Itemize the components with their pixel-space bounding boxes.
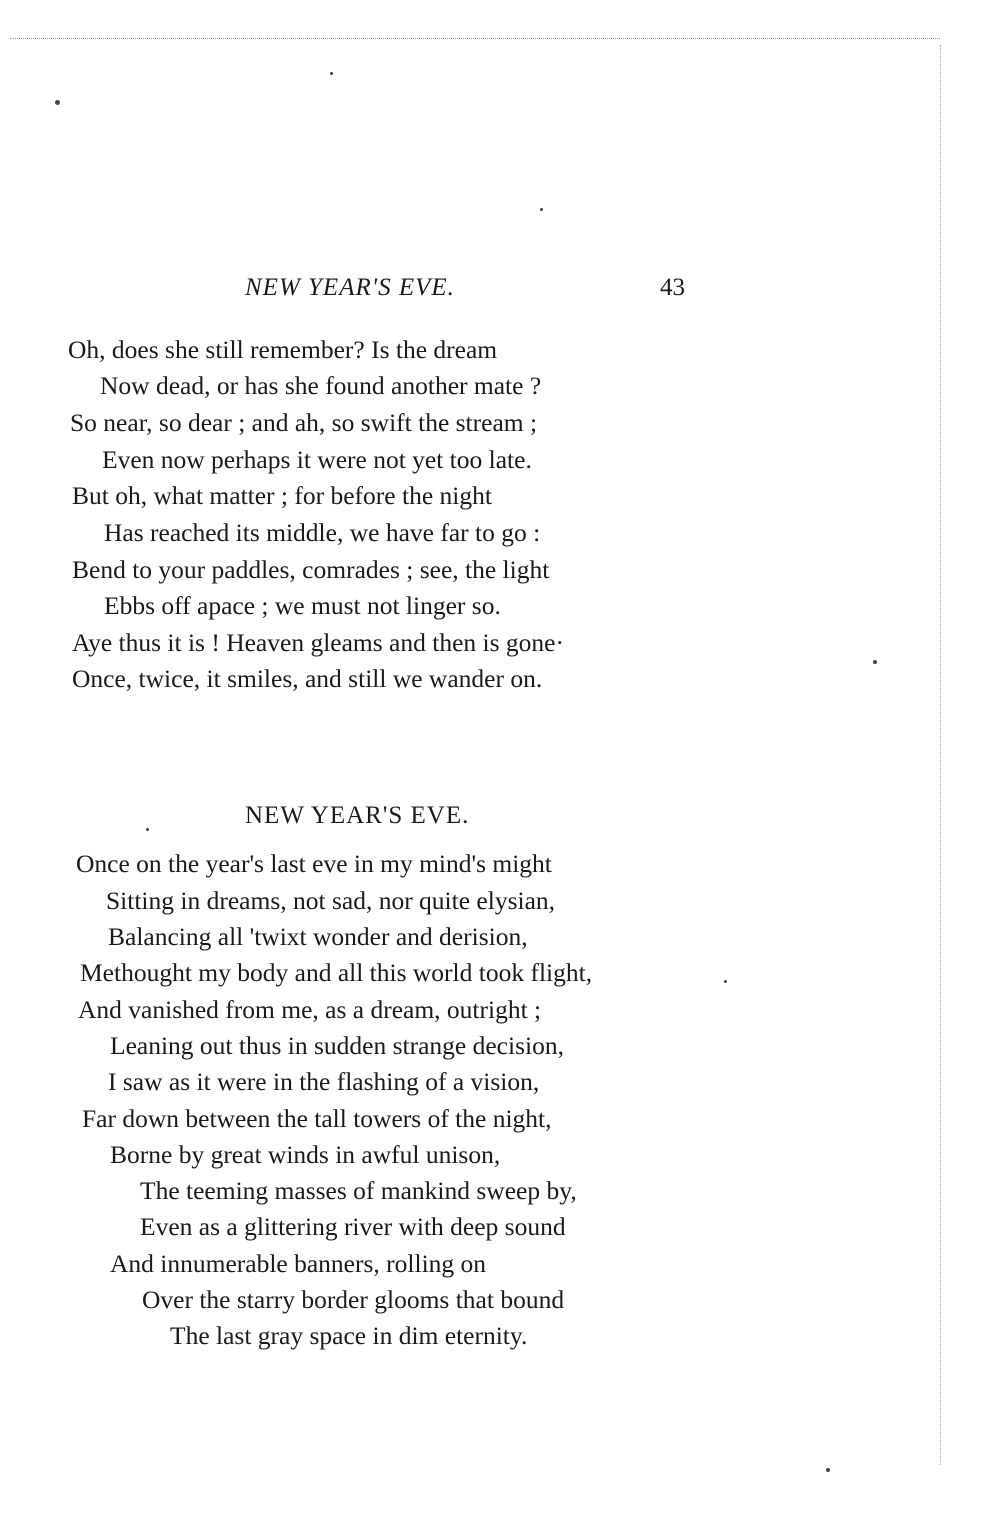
poem-line: Far down between the tall towers of the night,	[82, 1104, 552, 1133]
poem-line: The last gray space in dim eternity.	[170, 1321, 528, 1350]
page-number: 43	[660, 274, 685, 301]
poem-line: I saw as it were in the flashing of a vision,	[108, 1067, 540, 1096]
scan-speck	[330, 72, 333, 75]
poem-line: Aye thus it is ! Heaven gleams and then is gone·	[72, 628, 564, 657]
poem-line: And innumerable banners, rolling on	[110, 1249, 487, 1278]
scan-speck	[55, 100, 60, 105]
poem-line: But oh, what matter ; for before the night	[72, 481, 492, 510]
poem-line: Sitting in dreams, not sad, nor quite elysian,	[106, 886, 556, 915]
poem-line: Balancing all 'twixt wonder and derision,	[108, 922, 528, 951]
scan-edge-right	[940, 45, 942, 1465]
poem-line: Leaning out thus in sudden strange decision,	[110, 1031, 564, 1060]
poem-line: Has reached its middle, we have far to go :	[104, 518, 541, 547]
poem-line: Now dead, or has she found another mate ?	[100, 371, 542, 400]
scan-speck	[146, 828, 149, 831]
poem-line: So near, so dear ; and ah, so swift the stream ;	[70, 408, 538, 437]
scan-speck	[873, 660, 877, 664]
poem-line: Borne by great winds in awful unison,	[110, 1140, 501, 1169]
scan-speck	[724, 980, 727, 983]
running-head-title: NEW YEAR'S EVE.	[245, 274, 455, 301]
poem-line: Once, twice, it smiles, and still we wander on.	[72, 664, 543, 693]
poem-line: Methought my body and all this world took flight,	[80, 958, 593, 987]
running-head	[0, 274, 1000, 310]
scan-speck	[826, 1468, 830, 1472]
poem-line: Even as a glittering river with deep sound	[140, 1212, 566, 1241]
poem-line: Bend to your paddles, comrades ; see, the light	[72, 555, 550, 584]
poem-line: Even now perhaps it were not yet too late.	[102, 445, 532, 474]
poem-title: NEW YEAR'S EVE.	[245, 802, 470, 829]
poem-line: The teeming masses of mankind sweep by,	[140, 1176, 577, 1205]
scan-speck	[540, 208, 543, 211]
poem-line: Ebbs off apace ; we must not linger so.	[104, 591, 501, 620]
poem-line: Over the starry border glooms that bound	[142, 1285, 565, 1314]
poem-line: Oh, does she still remember? Is the dream	[68, 335, 498, 364]
scan-edge-top	[10, 38, 940, 39]
poem-line: And vanished from me, as a dream, outright ;	[78, 995, 542, 1024]
poem-line: Once on the year's last eve in my mind's might	[76, 849, 552, 878]
